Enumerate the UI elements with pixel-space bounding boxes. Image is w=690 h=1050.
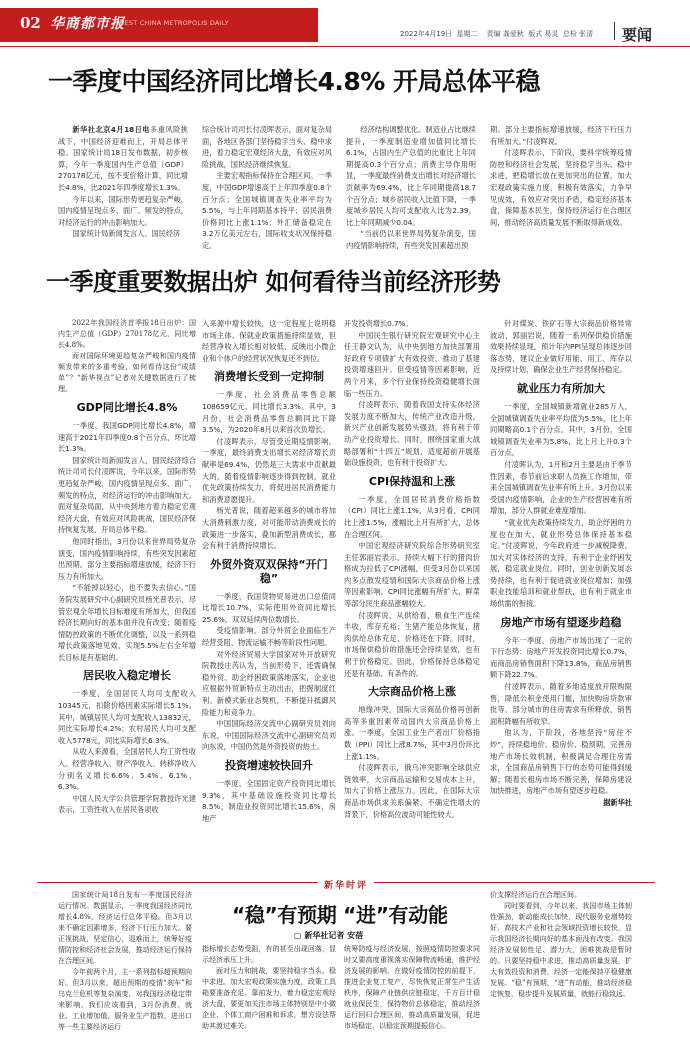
- paragraph: 杨光普说，随着超来越多的城市将加大消费刺激力度，对可能带动消费成长的政策进一步落实，叠加新型消费成长，都会有利于消费持续增长。: [202, 506, 336, 551]
- commentary-col1: [58, 890, 192, 1040]
- commentary-author: ▢ 新华社记者 安蓓: [294, 931, 364, 940]
- paragraph: 主要宏观指标保持在合理区间。一季度，中国GDP增速高于上年四季度0.8个百分点；全国城镇调查失业率平均为5.5%，与上年同期基本持平；居民消费价格同比上涨1.1%；外汇储备稳定在3.2万亿美元左右，国际收支状况保持稳定。: [202, 171, 332, 250]
- paragraph: 入来源中增长较快，这一定程度上说明稳市场主体、保就业政策措施持续显效，但经营净收入增长相对较低，反映出小微企业和个体户的经营状况恢复还不到位。: [202, 319, 336, 363]
- paragraph: 一季度，我国GDP同比增长4.8%，增速高于2021年四季度0.8个百分点，环比增长1.3%。: [58, 421, 196, 454]
- subheading: 外贸外资双双保持“开门稳”: [210, 557, 328, 585]
- issue-meta: 2022年4月19日 星期二 责编 龚爱秋 版式 易灵 总检 张清: [400, 30, 594, 38]
- paragraph: 一季度，全国居民消费价格指数（CPI）同比上涨1.1%，从3月看，CPI同比上涨1.5%，涨幅比上月有所扩大，总体在合理区间。: [344, 494, 480, 539]
- paragraph: 付凌晖表示，尽管受近期疫情影响，一季度，最终消费支出增长对经济增长贡献率是69.4%，仍然是三大需求中贡献最大的。随着疫情影响逐步得到控制，就业优先政策持续发力，将促进居民消费能力和消费意愿提升。: [202, 436, 336, 504]
- lead-paragraph: 面对国际环境更趋复杂严峻和国内疫情频发带来的多重考验，如何看待这份“成绩单”？“新华视点”记者对关键数据进行了梳理。: [58, 352, 196, 393]
- article2-col1: [58, 318, 196, 870]
- article1-col4: [490, 124, 632, 254]
- paragraph: 面对压力和挑战，要坚持稳字当头、稳中求进。加大宏观政策实施力度，政策工具箱要准备充足、靠前发力，着力稳定宏观经济大盘，要更加关注市场主体特别是中小微企业、个体工商户困难和诉求，想方设法帮助其渡过难关。: [202, 967, 336, 1030]
- commentary-title: “稳”有预期 “进”有动能: [232, 903, 448, 927]
- subheading: 投资增速较快回升: [225, 759, 313, 772]
- paragraph: 付凌晖表示，下阶段，要科学统筹疫情防控和经济社会发展，坚持稳字当头、稳中求进，把稳增长放在更加突出的位置，加大宏观政策实施力度，积极有效落实，力争早见成效，有效应对突出矛盾，稳定经济基本盘，保障基本民生，保持经济运行在合理区间，推动经济高质量发展不断取得新成效。: [490, 148, 632, 227]
- section-name: 要闻: [622, 26, 653, 44]
- commentary-col4: [490, 890, 632, 1040]
- masthead: [0, 0, 690, 48]
- paragraph: 地缘冲突，国际大宗商品价格再创新高等多重因素带动国内大宗商品价格上涨。一季度，全国工业生产者出厂价格指数（PPI）同比上涨8.7%，其中3月份环比上涨1.1%。: [344, 705, 480, 761]
- subheading: CPI保持温和上涨: [368, 474, 456, 488]
- subheading: 居民收入稳定增长: [83, 669, 171, 683]
- commentary-col3: [344, 944, 480, 1040]
- paragraph: 中国人民大学公共管理学院教授许光建表示，工资性收入在居民各项收: [58, 793, 196, 815]
- subheading: 消费增长受到一定抑制: [214, 370, 324, 384]
- paragraph: 对外经济贸易大学国家对外开放研究院教授庄芮认为，当前形势下，还需确保稳外贸、助企纾困政策落地落实，企业也应根据外贸新特点主动出击，把握制度红利、新模式新业态契机，不断提升抵御风险能力和竞争力。: [202, 649, 336, 717]
- paragraph: 中国宏观经济研究院综合形势研究室主任郭丽岩表示，持续大幅下行的猪肉价格成为拉低了CPI涨幅，但受3月份以来国内多点散发疫情和国际大宗商品价格上涨等因素影响，CPI同比涨幅有所扩大，鲜菜等部分民生商品涨幅较大。: [344, 541, 480, 609]
- article2-col4: [490, 318, 632, 870]
- paragraph: 期。部分主要指标增速放缓，经济下行压力有所加大。”付凌晖说。: [490, 125, 632, 146]
- subheading: 就业压力有所加大: [517, 381, 605, 395]
- article2-lead: [58, 318, 196, 395]
- paragraph: 一季度，全国城镇新增就业285万人，全国城镇调查失业率平均值为5.5%，比上年同期略高0.1个百分点。其中，3月份，全国城镇调查失业率为5.8%，比上月上升0.3个百分点。: [490, 401, 632, 458]
- article2-col2: [202, 318, 336, 870]
- paragraph: 开发投资增长0.7%。: [344, 319, 413, 328]
- paragraph: 一季度，全国居民人均可支配收入10345元，扣除价格因素实际增长5.1%。其中，城镇居民人均可支配收入13832元，同比实际增长4.2%；农村居民人均可支配收入5778元，同比实际增长6.3%。: [58, 689, 196, 745]
- article1-col1: [58, 124, 188, 254]
- paragraph: 中国国际经济交流中心副研究员刘向东说，中国国际经济交流中心副研究员刘向东说，中国仍然是外资投资的热土。: [202, 719, 336, 752]
- article1-headline: 一季度中国经济同比增长4.8% 开局总体平稳: [48, 67, 541, 96]
- paragraph: 今年一季度，房地产市场出现了一定的下行态势：房地产开发投资同比增长0.7%，而商品房销售面积下降13.8%，商品房销售额下降22.7%。: [490, 635, 632, 680]
- paragraph: 同时要看到，今年以来，我国市场主体韧性强劲，新动能成长加快，现代服务业增势较好，高技术产业和社会领域投资增长较快，显示我国经济长期向好的基本面没有改变。我国经济发展韧性足、潜力大，困难挑战是暂时的。只要坚持稳中求进，推动高质量发展，扩大有效投资和消费，经济一定能保持平稳健康发展。“稳”有预期，“进”有动能，推动经济稳定恢复，稳步提升发展质量，就能行稳致远。: [490, 902, 632, 998]
- article1-col2: [202, 124, 332, 254]
- subheading: 大宗商品价格上涨: [368, 685, 456, 699]
- paragraph: 付凌晖表示，随着我国支持实体经济发展力度不断加大，传统产业改造升级，新兴产业创新发展势头强劲，将有利于带动产业投资增长。同时，围绕国家重大战略部署和“十四五”规划，适度超前开展基础设施投资，也有利于投资扩大。: [344, 400, 480, 468]
- article2-headline: 一季度重要数据出炉 如何看待当前经济形势: [46, 268, 501, 296]
- paragraph: 多重风险挑战下，中国经济迎难而上，开局总体平稳。国家统计局18日发布数据，初步核算，今年一季度国内生产总值（GDP）270178亿元，按不变价格计算，同比增长4.8%，比2021年四季度增长1.3%。: [58, 125, 188, 192]
- subheading: 房地产市场有望逐步趋稳: [500, 615, 622, 629]
- paragraph: 中国民生银行研究院宏观研究中心主任王静文认为，从中央到地方加快部署用好政府专项债扩大有效投资，推动了基建投资增速回升。但受疫情等因素影响，近两个月来，多个行业保持投资稳健增长面临一些压力。: [344, 330, 480, 398]
- commentary-section-tag: 新华时评: [318, 878, 374, 891]
- article1-col3: [346, 124, 476, 254]
- paragraph: 一季度，我国货物贸易进出口总值同比增长10.7%，实际使用外资同比增长25.6%，双双延续两位数增长。: [202, 591, 336, 624]
- paragraph: 一季度，社会消费品零售总额108659亿元，同比增长3.3%。其中，3月份，社会消费品零售总额同比下降3.5%，为2020年8月以来首次负增长。: [202, 390, 336, 435]
- paragraph: 付凌晖表示，俄乌冲突影响全球供应链效率，大宗商品运输和交易成本上升，加大了价格上涨压力。因此，在国际大宗商品市场供求关系偏紧、不确定性增大的背景下，价格高位波动可能性较大。: [344, 763, 480, 819]
- paragraph: 价支撑经济运行在合理区间。: [490, 891, 581, 899]
- paragraph: 国家统计局新闻发言人、国民经济综合统计司司长付凌晖说，今年以来，国际形势更趋复杂严峻，国内疫情呈现点多、面广、频发的特点，对经济运行的冲击影响加大。面对复杂局面，从中央到地方着力稳定宏观经济大盘，有效应对风险挑战，国民经济保持恢复发展，开局总体平稳。: [58, 455, 196, 535]
- dateline: 新华社北京4月18日电: [72, 125, 150, 134]
- paragraph: 付凌晖说，从供给看，粮食生产连续丰收，库存充裕；生猪产能总体恢复，猪肉供给总体充足，价格还在下降。同时，市场保供稳价的措施还会持续显效，也有利于价格稳定。因此，价格保持总体稳定还是有基础、有条件的。: [344, 610, 480, 678]
- lead-paragraph: 2022年我国经济首季报18日出炉：国内生产总值（GDP）270178亿元，同比增长4.8%。: [58, 319, 196, 349]
- paragraph: “当前仍以来世界局势复杂演变，国内疫情影响持续，有些突发因素超出预: [346, 229, 476, 250]
- paragraph: 今年前两个月，主一系列指标超预期向好。但3月以来，超出预期的疫情“刹车”和乌克兰危机等复杂演变，对我国经济稳定带来影响。我们应该看到，3月份消费、就业、工业增加值、服务业生产指数，进出口等一些主要经济运行: [58, 968, 192, 1031]
- commentary-col2: [202, 944, 336, 1040]
- paragraph: 今年以来，国际形势更趋复杂严峻，国内疫情呈现点多、面广、频发的特点，对经济运行的冲击影响加大。: [58, 194, 188, 227]
- author-name: 新华社记者 安蓓: [304, 931, 364, 940]
- paragraph: 付凌晖表示，随着多地适度放开限购限售，降低公积金使用门槛，加快购房贷款审批等，部分城市的住房需求有所释放，销售面积降幅有所收窄。: [490, 682, 632, 726]
- paragraph: 他同时指出，3月份以来世界局势复杂演变，国内疫情影响持续，有些突发因素超出预期。部分主要指标增速放缓，经济下行压力有所加大。: [58, 536, 196, 581]
- paragraph: 经济结构调整优化。制造业占比继续提升，一季度制造业增加值同比增长6.1%，占国内生产总值的比重比上年同期提高0.3个百分点；消费主导作用明显，一季度最终消费支出增长对经济增长贡献率为69.4%，比上年同期提高18.7个百分点；城乡居民收入比值下降，一季度城乡居民人均可支配收入比为2.39，比上年同期减少0.04。: [346, 125, 476, 227]
- paragraph: 统筹防疫与经济发展，按照疫情防控要求同时又要高度重视落实保障物流畅通，维护经济发展的影响，在做好疫情防控的前提下，推进企业复工复产，尽快恢复正常生产生活秩序，保障产业链供应链稳定，千方百计稳就业保民生，保持物价总体稳定，推动经济运行回归合理区间，推动高质量发展，促进市场稳定，以稳定预期提振信心。: [344, 945, 480, 1030]
- paragraph: 指标增长态势受阻，有的甚至出现回落，显示经济承压上升。: [202, 945, 336, 964]
- page-number: 02: [20, 14, 41, 32]
- byline-source: 据新华社: [603, 797, 632, 807]
- paragraph: 他认为，下阶段，各地坚持“房住不炒”，持续稳地价、稳房价、稳预期，完善房地产市场长效机制，积极满足合理住房需求，全国商品房销售下行的态势可能得到缓解；随着长租房市场不断完善，保障房建设加快推进，房地产市场有望逐步趋稳。: [490, 728, 632, 796]
- paragraph: 从收入来源看，全国居民人均工资性收入、经营净收入、财产净收入、转移净收入分别名义增长6.6%、5.4%、6.1%、6.3%。: [58, 747, 196, 792]
- paragraph: 国家统计局18日发布一季度国民经济运行情况。数据显示，一季度我国经济同比增长4.8%，经济运行总体平稳。但3月以来不确定因素增多，经济下行压力加大。要正视挑战，坚定信心，迎难而上，统筹好疫情防控和经济社会发展，推动经济运行保持在合理区间。: [58, 891, 192, 965]
- paragraph: 一季度，全国固定资产投资同比增长9.3%，其中基础设施投资同比增长8.5%，制造业投资同比增长15.6%，房地产: [202, 779, 336, 823]
- paragraph: 受疫情影响，部分外贸企业面临生产经营受阻、物流运输不畅等阶段性问题。: [202, 626, 336, 648]
- article2-col3: [344, 318, 480, 870]
- newspaper-logo: 华商都市报: [50, 16, 125, 32]
- paragraph: 综合统计司司长付凌晖表示，面对复杂局面，各地区各部门坚持稳字当头、稳中求进，着力稳定宏观经济大盘，有效应对风险挑战，国民经济继续恢复。: [202, 125, 332, 169]
- masthead-divider: [614, 22, 615, 40]
- newspaper-english-name: WEST CHINA METROPOLIS DAILY: [118, 19, 229, 27]
- paragraph: “不能掉以轻心，也不要失去信心。”国务院发展研究中心副研究员杨光普表示，尽管宏观全年增长目标难度有所加大，但我国经济长期向好的基本面并没有改变；随着疫情防控政策的不断优化调整，以及一系列稳增长政策落地见效，实现5.5%左右全年增长目标是有基础的。: [58, 583, 196, 662]
- masthead-rule: [0, 46, 690, 47]
- paragraph: 付凌晖认为，1月和2月主要是由于季节性因素，春节前后求职人员换工作增加，带来全国城镇调查失业率有所上升。3月份以来受国内疫情影响，企业的生产经营困难有所增加，部分人群就业难度增加。: [490, 459, 632, 516]
- paragraph: 针对煤炭、铁矿石等大宗商品价格异常波动，郭丽岩说，随着一系列保供稳价措施效果持续显现，预计年内PPI呈现总体逐步回落态势，建议企业做好用能、用工、库存以及持续计划，确保企业生产经营保持稳定。: [490, 319, 632, 375]
- paragraph: 国家统计局新闻发言人、国民经济: [72, 229, 181, 239]
- paragraph: “就业优先政策持续发力，助企纾困的力度也在加大，就业形势总体保持基本稳定。”付凌晖说，今年政府进一步减税降费，加大对实体经济的支持，有利于企业纾困发展，稳定就业岗位。同时，创业创新发展态势持续，也有利于促进就业岗位增加；加强职业技能培训和就业帮扶，也有利于就业市场供需的衔接。: [490, 517, 632, 609]
- subheading: GDP同比增长4.8%: [76, 401, 178, 414]
